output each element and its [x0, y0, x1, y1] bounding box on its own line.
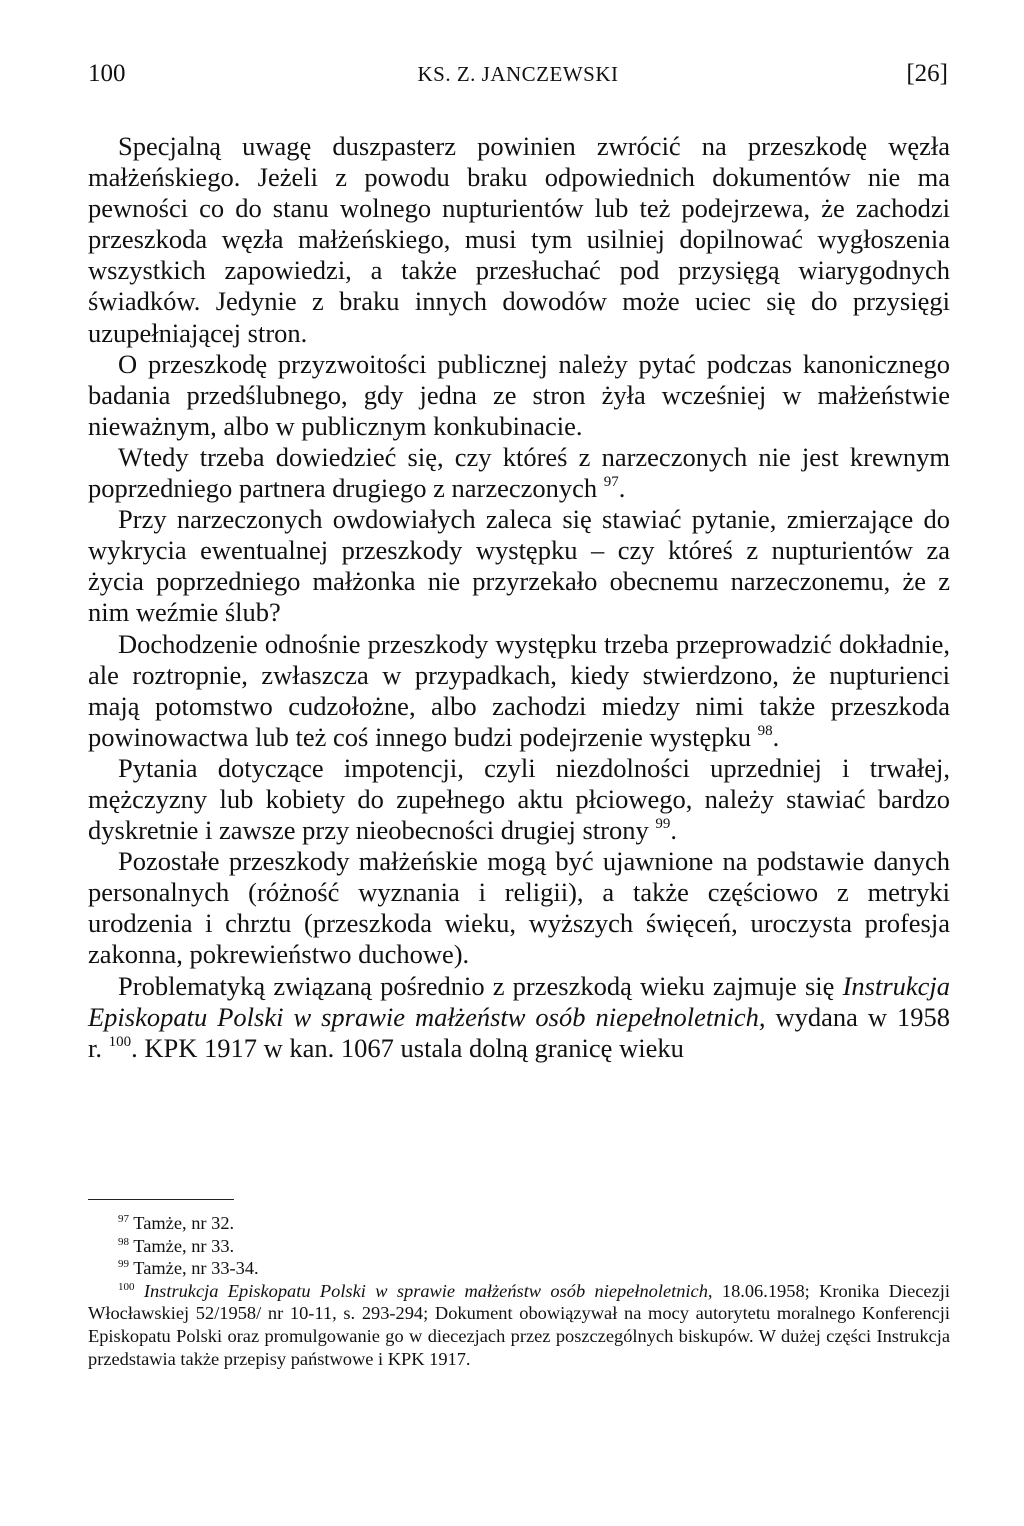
page-number: 100 — [88, 60, 126, 87]
paragraph-text: . KPK 1917 w kan. 1067 ustala dolną granicę wieku — [131, 1032, 684, 1063]
paragraph — [88, 131, 950, 349]
paragraph-text: Pytania dotyczące impotencji, czyli niezdolności uprzedniej i trwałej, mężczyzny lub kobiety do zupełnego aktu płciowego, należy stawiać bardzo dyskretnie i zawsze przy nieobecności drugiej strony — [88, 752, 950, 846]
footnote-separator — [88, 1199, 234, 1200]
footnote-97 — [88, 1212, 950, 1235]
paragraph-text: Pozostałe przeszkody małżeńskie mogą być ujawnione na podstawie danych personalnych (różność wyznania i religii), a także częściowo z metryki urodzenia i chrztu (przeszkoda wieku, wyższych święceń, uroczysta profesja zakonna, pokrewieństwo duchowe). — [88, 846, 950, 970]
footnote-99 — [88, 1257, 950, 1280]
paragraph — [88, 629, 950, 753]
footnote-ref[interactable]: 100 — [108, 1033, 132, 1050]
paragraph-text: wydana w 1958 r. — [88, 1001, 950, 1063]
section-number: [26] — [906, 60, 948, 87]
punctuation: . — [670, 815, 677, 846]
paragraph-text: Specjalną uwagę duszpasterz powinien zwrócić na przeszkodę węzła małżeńskiego. Jeżeli z powodu braku odpowiednich dokumentów nie ma pewności co do stanu wolnego nupturientów lub też podejrzewa, że zachodzi przeszkoda węzła małżeńskiego, musi tym usilniej dopilnować wygłoszenia wszystkich zapowiedzi, a także przesłuchać pod przysięgą wiarygodnych świadków. Jedynie z braku innych dowodów może uciec się do przysięgi uzupełniającej stron. — [88, 131, 950, 348]
footnote-text: Tamże, nr 33-34. — [133, 1258, 259, 1279]
footnote-98 — [88, 1235, 950, 1258]
footnote-number: 99 — [118, 1258, 129, 1271]
paragraph-text: Przy narzeczonych owdowiałych zaleca się stawiać pytanie, zmierzające do wykrycia ewentualnej przeszkody występku – czy któreś z nupturientów za życia poprzedniego małżonka nie przyrzekało obecnemu narzeczonemu, że z nim weźmie ślub? — [88, 504, 950, 628]
paragraph — [88, 971, 950, 1064]
footnote-ref[interactable]: 98 — [757, 722, 773, 739]
paragraph-text: Dochodzenie odnośnie przeszkody występku trzeba przeprowadzić dokładnie, ale roztropnie, zwłaszcza w przypadkach, kiedy stwierdzono, że nupturienci mają potomstwo cudzołożne, albo zachodzi miedzy nimi także przeszkoda powinowactwa lub też coś innego budzi podejrzenie występku — [88, 628, 950, 752]
footnote-number: 100 — [118, 1280, 135, 1293]
document-title: Instrukcja Episkopatu Polski w sprawie małżeństw osób niepełnoletnich, — [88, 970, 951, 1032]
running-header — [88, 60, 948, 94]
footnote-title: Instrukcja Episkopatu Polski w sprawie małżeństw osób niepełnoletnich, — [143, 1280, 713, 1301]
punctuation: . — [618, 473, 626, 504]
running-author: KS. Z. JANCZEWSKI — [417, 62, 619, 86]
paragraph-text: Wtedy trzeba dowiedzieć się, czy któreś z narzeczonych nie jest krewnym poprzedniego partnera drugiego z narzeczonych — [88, 441, 950, 504]
paragraph-text: O przeszkodę przyzwoitości publicznej należy pytać podczas kanonicznego badania przedślubnego, gdy jedna ze stron żyła wcześniej w małżeństwie nieważnym, albo w publicznym konkubinacie. — [88, 348, 950, 441]
paragraph — [88, 442, 950, 504]
footnote-ref[interactable]: 99 — [655, 816, 671, 833]
footnote-number: 98 — [118, 1235, 129, 1248]
footnote-number: 97 — [118, 1212, 129, 1225]
footnote-text: 18.06.1958; Kronika Diecezji Włocławskiej 52/1958/ nr 10-11, s. 293-294; Dokument obowiązywał na mocy autorytetu moralnego Konferencji Episkopatu Polski oraz promulgowanie go w diecezjach przez poszczególnych biskupów. W dużej części Instrukcja przedstawia także przepisy państwowe i KPK 1917. — [88, 1280, 950, 1369]
paragraph — [88, 349, 950, 442]
paragraph-text: Problematyką związaną pośrednio z przeszkodą wieku zajmuje się — [118, 970, 835, 1001]
footnote-ref[interactable]: 97 — [603, 474, 619, 491]
footnote-text: Tamże, nr 32. — [133, 1213, 235, 1233]
footnote-text: Tamże, nr 33. — [133, 1235, 235, 1256]
paragraph — [88, 846, 950, 970]
footnotes — [88, 1212, 950, 1370]
punctuation: . — [772, 721, 780, 752]
paragraph — [88, 504, 950, 628]
footnote-100 — [88, 1280, 950, 1370]
paragraph — [88, 753, 950, 846]
main-text — [88, 131, 950, 1064]
